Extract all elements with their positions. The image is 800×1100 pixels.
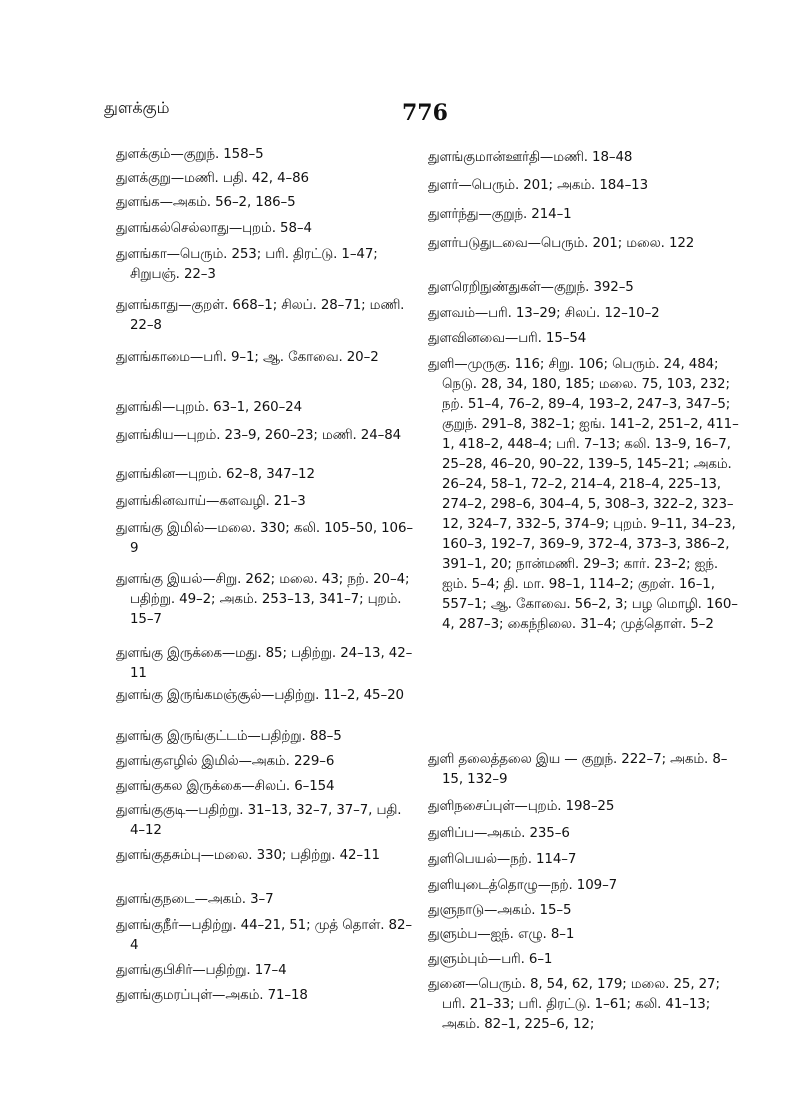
index-entry: துளியுடைத்தொழு—நற். 109–7 [428,878,618,893]
index-entry: துளங்கி—புறம். 63–1, 260–24 [116,400,303,415]
index-entry: துளங்கல்செல்லாது—புறம். 58–4 [116,221,312,236]
index-entry: துளங்கிய—புறம். 23–9, 260–23; மணி. 24–84 [116,428,402,443]
index-entry: துளங்குகல இருக்கை—சிலப். 6–154 [116,779,335,794]
index-entry: துளங்குபிசிர்—பதிற்று. 17–4 [116,963,287,978]
index-entry: துளங்குதசும்பு—மலை. 330; பதிற்று. 42–11 [116,848,380,863]
index-entry: துளவினவை—பரி. 15–54 [428,331,587,346]
index-entry: துளங்குகுடி—பதிற்று. 31–13, 32–7, 37–7, பதி. 4–12 [116,803,402,838]
index-entry: துளரெறிநுண்துகள்—குறுந். 392–5 [428,280,634,295]
index-entry: துளங்கு இருங்குட்டம்—பதிற்று. 88–5 [116,729,342,744]
index-entry: துளங்குநீர்—பதிற்று. 44–21, 51; முத் தொள். 82–4 [116,918,412,953]
index-entry: துளங்கு இருங்கமஞ்சூல்—பதிற்று. 11–2, 45–20 [116,688,404,703]
index-entry: துளங்குமான்ஊர்தி—மணி. 18–48 [428,150,633,165]
index-entry: துளி—முருகு. 116; சிறு. 106; பெரும். 24, 484; நெடு. 28, 34, 180, 185; மலை. 75, 103, 232; நற். 51–4, 76–2, 89–4, 193–2, 247–3, 347–5; குறுந். 291–8, 382–1; ஐங். 141–2, 251–2, 411–1, 418–2, 448–4; பரி. 7–13; கலி. 13–9, 16–7, 25–28, 46–20, 90–22, 139–5, 145–21; அகம். 26–24, 58–1, 72–2, 214–4, 218–4, 225–13, 274–2, 298–6, 304–4, 5, 308–3, 322–2, 323–12, 324–7, 332–5, 374–9; புறம். 9–11, 34–23, 160–3, 192–7, 369–9, 372–4, 373–3, 386–2, 391–1, 20; நான்மணி. 29–3; கார். 23–2; ஐந். ஐம். 5–4; தி. மா. 98–1, 114–2; குறள். 16–1, 557–1; ஆ. கோவை. 56–2, 3; பழ மொழி. 160–4, 287–3; கைந்நிலை. 31–4; முத்தொள். 5–2 [428,357,739,632]
index-entry: துளங்க—அகம். 56–2, 186–5 [116,195,296,210]
index-entry: துனை—பெரும். 8, 54, 62, 179; மலை. 25, 27; பரி. 21–33; பரி. திரட்டு. 1–61; கலி. 41–13; அகம். 82–1, 225–6, 12; [428,977,720,1032]
index-entry: துளங்கினவாய்—களவழி. 21–3 [116,494,306,509]
index-entry: துளங்கு இமில்—மலை. 330; கலி. 105–50, 106–9 [116,521,413,556]
index-entry: துளிபெயல்—நற். 114–7 [428,852,577,867]
index-entry: துளங்கு இயல்—சிறு. 262; மலை. 43; நற். 20–4; பதிற்று. 49–2; அகம். 253–13, 341–7; புறம். 15–7 [116,572,410,627]
index-entry: துளிநசைப்புள்—புறம். 198–25 [428,799,615,814]
index-entry: துளர்ந்து—குறுந். 214–1 [428,207,572,222]
page-number: 776 [402,100,448,126]
index-entry: துளுநாடு—அகம். 15–5 [428,903,572,918]
index-entry: துளும்பும்—பரி. 6–1 [428,952,553,967]
index-entry: துளங்குநடை—அகம். 3–7 [116,892,274,907]
index-entry: துளங்கு இருக்கை—மது. 85; பதிற்று. 24–13, 42–11 [116,646,413,681]
index-entry: துளி தலைத்தலை இய — குறுந். 222–7; அகம். 8–15, 132–9 [428,752,728,787]
index-entry: துளங்குஎழில் இமில்—அகம். 229–6 [116,754,335,769]
index-entry: துளங்கா—பெரும். 253; பரி. திரட்டு. 1–47; சிறுபஞ். 22–3 [116,247,378,282]
index-entry: துளங்குமரப்புள்—அகம். 71–18 [116,988,308,1003]
index-entry: துளவம்—பரி. 13–29; சிலப். 12–10–2 [428,306,660,321]
index-entry: துளங்கின—புறம். 62–8, 347–12 [116,467,315,482]
index-entry: துளங்காமை—பரி. 9–1; ஆ. கோவை. 20–2 [116,350,379,365]
index-entry: துளக்குறு—மணி. பதி. 42, 4–86 [116,171,309,186]
running-head-word: துளக்கும் [104,98,170,117]
index-entry: துளிப்ப—அகம். 235–6 [428,826,570,841]
index-entry: துளும்ப—ஐந். எழு. 8–1 [428,927,575,942]
index-entry: துளர்—பெரும். 201; அகம். 184–13 [428,178,649,193]
index-entry: துளர்படுதுடவை—பெரும். 201; மலை. 122 [428,236,695,251]
index-entry: துளக்கும்—குறுந். 158–5 [116,147,264,162]
index-entry: துளங்காது—குறள். 668–1; சிலப். 28–71; மணி. 22–8 [116,298,405,333]
